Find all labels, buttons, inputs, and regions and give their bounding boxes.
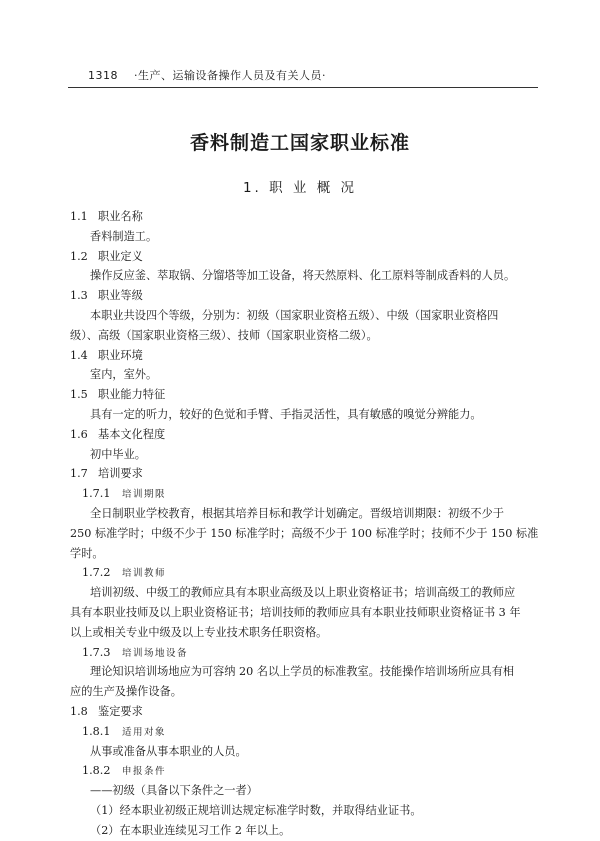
- section-text: 本职业共设四个等级，分别为：初级（国家职业资格五级）、中级（国家职业资格四: [90, 308, 499, 322]
- section-text: 培训初级、中级工的教师应具有本职业高级及以上职业资格证书；培训高级工的教师应: [90, 586, 516, 600]
- subsection-heading: 1.8.2 申报条件: [82, 764, 167, 778]
- subsection-heading: 1.8.1 适用对象: [82, 724, 167, 738]
- section-heading: 1.5 职业能力特征: [70, 388, 166, 402]
- section-text: 学时。: [70, 546, 104, 560]
- subsection-heading: 1.7.3 培训场地设备: [82, 645, 189, 659]
- section-text: 具有本职业技师及以上职业资格证书；培训技师的教师应具有本职业技师职业资格证书 3 年: [70, 605, 521, 619]
- section-text: 具有一定的听力，较好的色觉和手臂、手指灵活性，具有敏感的嗅觉分辨能力。: [90, 407, 482, 421]
- section-heading: 1.4 职业环境: [70, 348, 143, 362]
- page-number: 1318: [88, 69, 118, 82]
- section-text: ——初级（具备以下条件之一者）: [90, 784, 258, 798]
- section-heading: 1.3 职业等级: [70, 289, 143, 303]
- chapter-heading: 1. 职 业 概 况: [242, 180, 358, 196]
- section-text: （2）在本职业连续见习工作 2 年以上。: [90, 823, 291, 837]
- section-text: 以上或相关专业中级及以上专业技术职务任职资格。: [70, 625, 328, 639]
- section-heading: 1.1 职业名称: [70, 210, 143, 223]
- section-text: 香料制造工。: [90, 229, 158, 243]
- document-title: 香料制造工国家职业标准: [189, 132, 410, 154]
- section-text: 级）、高级（国家职业资格三级）、技师（国家职业资格二级）。: [70, 328, 378, 342]
- section-heading: 1.2 职业定义: [70, 249, 143, 263]
- section-text: 全日制职业学校教育，根据其培养目标和教学计划确定。晋级培训期限：初级不少于: [90, 506, 504, 520]
- section-heading: 1.8 鉴定要求: [70, 704, 143, 718]
- section-text: 操作反应釜、萃取锅、分馏塔等加工设备，将天然原料、化工原料等制成香料的人员。: [90, 269, 516, 283]
- section-text: 室内，室外。: [90, 368, 158, 382]
- section-text: 从事或准备从事本职业的人员。: [90, 744, 247, 758]
- running-header: [88, 67, 528, 83]
- running-title: ·生产、运输设备操作人员及有关人员·: [134, 69, 326, 82]
- section-text: 250 标准学时；中级不少于 150 标准学时；高级不少于 100 标准学时；技师不少于 150 标准: [70, 526, 539, 540]
- section-heading: 1.7 培训要求: [70, 467, 143, 481]
- section-text: 理论知识培训场地应为可容纳 20 名以上学员的标准教室。技能操作培训场所应具有相: [90, 665, 515, 679]
- section-text: 应的生产及操作设备。: [70, 685, 182, 699]
- section-text: 初中毕业。: [90, 447, 146, 461]
- document-body: [70, 207, 546, 841]
- subsection-heading: 1.7.2 培训教师: [82, 566, 167, 580]
- subsection-heading: 1.7.1 培训期限: [82, 487, 167, 501]
- section-heading: 1.6 基本文化程度: [70, 427, 166, 441]
- header-rule: [68, 87, 538, 88]
- section-text: （1）经本职业初级正规培训达规定标准学时数，并取得结业证书。: [90, 803, 422, 817]
